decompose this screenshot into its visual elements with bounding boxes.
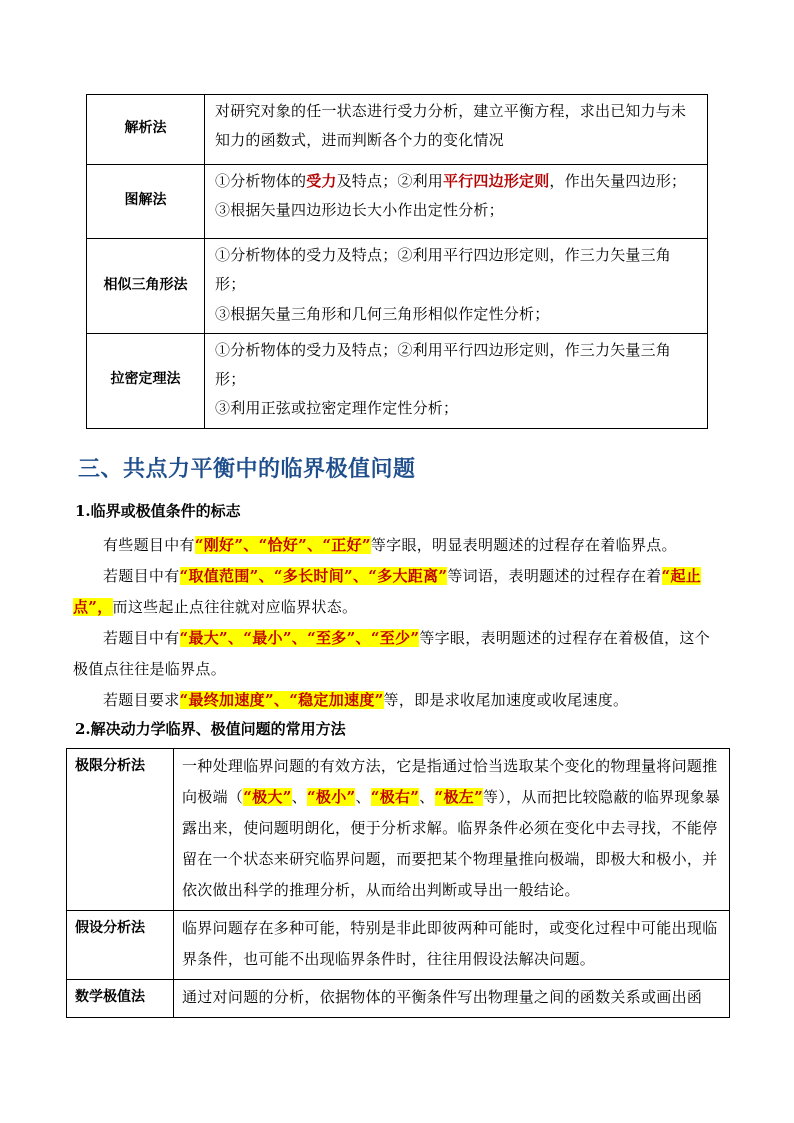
subheading: 2.解决动力学临界、极值问题的常用方法 — [75, 720, 346, 738]
method-description — [205, 165, 708, 239]
method-label: 图解法 — [87, 165, 205, 239]
method-label: 拉密定理法 — [87, 333, 205, 428]
separator: 、 — [307, 536, 323, 554]
emphasis-text: 平行四边形定则 — [443, 172, 550, 190]
table-row — [67, 749, 730, 911]
text: 等字眼，表明题述的过程存在着极值，这个极值点往往是临界点。 — [73, 629, 711, 678]
table-row — [87, 239, 708, 334]
method-description: 对研究对象的任一状态进行受力分析，建立平衡方程，求出已知力与未知力的函数式，进而判断各个力的变化情况 — [205, 95, 708, 165]
method-description: 临界问题存在多种可能，特别是非此即彼两种可能时，或变化过程中可能出现临界条件，也可能不出现临界条件时，往往用假设法解决问题。 — [174, 911, 730, 980]
table-row — [87, 165, 708, 239]
separator: 、 — [291, 788, 307, 806]
emphasis-text: 受力 — [306, 172, 337, 190]
text: ，作出矢量四边形； — [549, 172, 687, 190]
methods-table-2 — [66, 748, 730, 1018]
table-row — [87, 95, 708, 165]
highlight-text: “极小” — [306, 788, 356, 806]
highlight-text: “刚好” — [194, 536, 244, 554]
paragraph — [73, 561, 723, 623]
text: ①分析物体的 — [215, 172, 307, 190]
text: 等），从而把比较隐蔽的临界现象暴露出来，使问题明朗化，便于分析求解。临界条件必须在变化中去寻找，不能停留在一个状态来研究临界问题，而要把某个物理量推向极端，即极大和极小，并依次做出科学的推理分析，从而给出判断或导出一般结论。 — [182, 788, 721, 899]
methods-table — [86, 94, 708, 429]
text: ③利用正弦或拉密定理作定性分析； — [215, 399, 459, 418]
separator: 、 — [419, 788, 435, 806]
text: ①分析物体的受力及特点；②利用平行四边形定则，作三力矢量三角形； — [215, 340, 672, 388]
highlight-text: “多大距离” — [368, 567, 448, 585]
text: 一种处理临界问题的有效方法，它是指通过恰当选取某个变化的物理量将问题推向极端（ — [182, 757, 718, 806]
text: 若题目中有 — [103, 629, 180, 647]
separator: 、 — [352, 567, 369, 585]
highlight-text: “最小” — [243, 629, 292, 647]
text: ①分析物体的受力及特点；②利用平行四边形定则，作三力矢量三角形； — [215, 246, 672, 294]
method-label: 解析法 — [87, 95, 205, 165]
method-description: 通过对问题的分析，依据物体的平衡条件写出物理量之间的函数关系或画出函 — [174, 980, 730, 1018]
separator: 、 — [291, 629, 308, 647]
method-description — [205, 239, 708, 334]
paragraph — [73, 530, 723, 561]
highlight-text: “取值范围” — [179, 567, 259, 585]
method-description — [174, 749, 730, 911]
text: 而这些起止点往往就对应临界状态。 — [112, 598, 358, 616]
text: 等词语，表明题述的过程存在着 — [447, 567, 662, 585]
text: 等字眼，明显表明题述的过程存在着临界点。 — [370, 536, 677, 554]
subheading: 1.临界或极值条件的标志 — [75, 502, 241, 520]
method-label: 相似三角形法 — [87, 239, 205, 334]
highlight-text: “恰好” — [258, 536, 308, 554]
separator: 、 — [227, 629, 244, 647]
highlight-text: “稳定加速度” — [289, 691, 384, 709]
highlight-text: “极大” — [243, 788, 292, 806]
highlight-text: “至少” — [370, 629, 420, 647]
highlight-text: “极左” — [434, 788, 484, 806]
table-row — [87, 333, 708, 428]
highlight-text: “最大” — [179, 629, 228, 647]
section-heading: 三、共点力平衡中的临界极值问题 — [78, 457, 416, 482]
text: 若题目中有 — [103, 567, 180, 585]
method-label: 极限分析法 — [67, 749, 174, 911]
method-label: 假设分析法 — [67, 911, 174, 980]
highlight-text: “极右” — [370, 788, 420, 806]
text: 有些题目中有 — [103, 536, 195, 554]
separator: 、 — [355, 788, 371, 806]
separator: 、 — [243, 536, 259, 554]
method-label: 数学极值法 — [67, 980, 174, 1018]
table-row — [67, 980, 730, 1018]
highlight-text: “至多” — [307, 629, 356, 647]
method-description — [205, 333, 708, 428]
separator: 、 — [355, 629, 371, 647]
highlight-text: “起止点”， — [73, 567, 702, 616]
highlight-text: “多长时间” — [273, 567, 353, 585]
text: 及特点；②利用 — [336, 172, 444, 190]
highlight-text: “正好” — [322, 536, 371, 554]
text: 若题目要求 — [103, 691, 180, 709]
separator: 、 — [258, 567, 274, 585]
paragraph — [73, 623, 723, 685]
highlight-text: “最终加速度” — [179, 691, 274, 709]
paragraph — [73, 685, 723, 716]
text: 等，即是求收尾加速度或收尾速度。 — [383, 691, 629, 709]
table-row — [67, 911, 730, 980]
text: ③根据矢量四边形边长大小作出定性分析； — [215, 201, 504, 220]
separator: 、 — [273, 691, 290, 709]
text: ③根据矢量三角形和几何三角形相似作定性分析； — [215, 304, 550, 323]
